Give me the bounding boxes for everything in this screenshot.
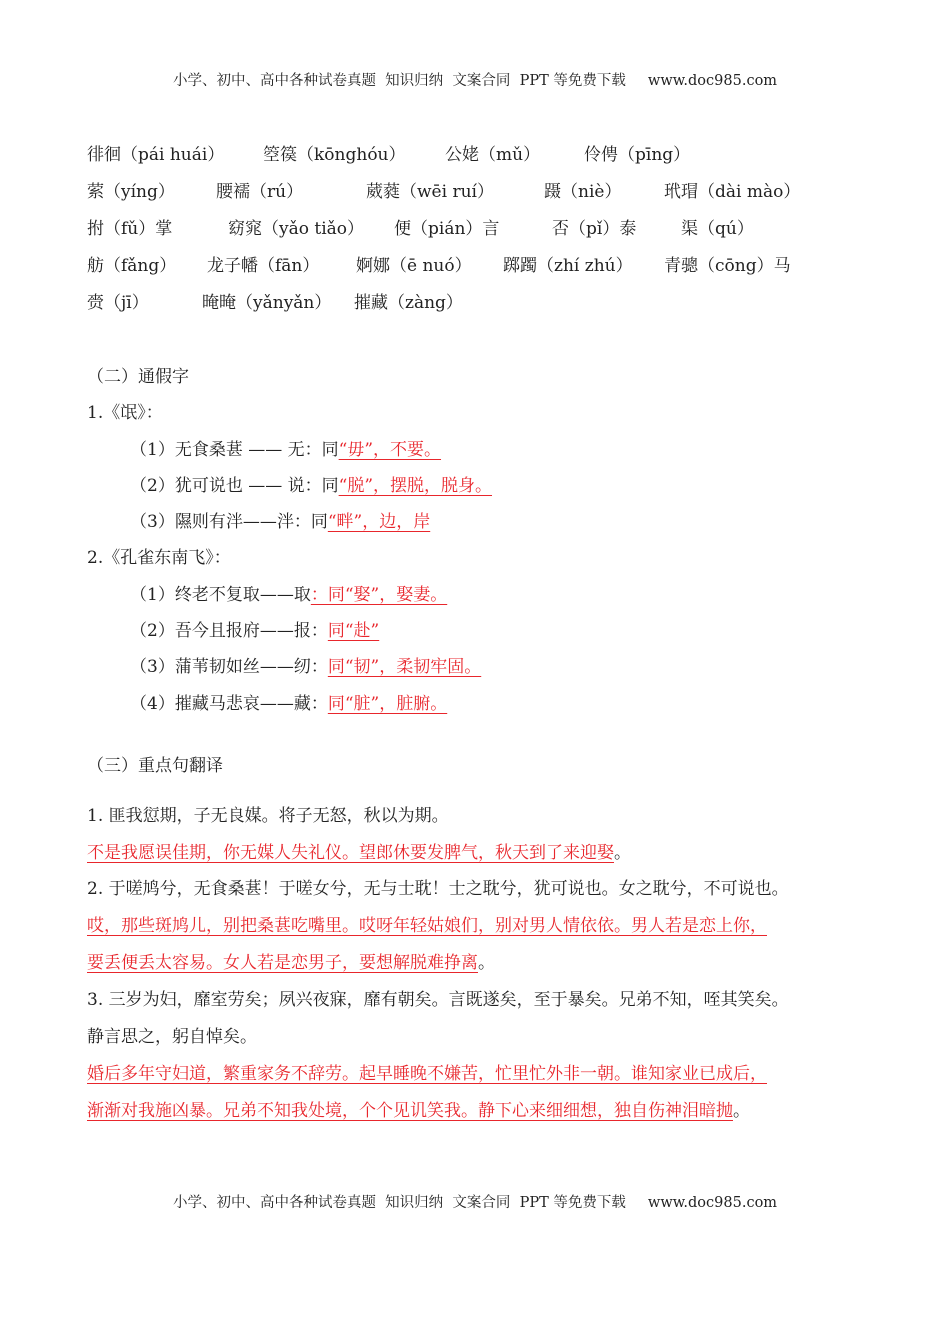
tongjia-item (130, 475, 492, 497)
tongjia-item (130, 584, 447, 606)
vocab-item: 箜篌（kōnghóu） (263, 145, 406, 165)
item-answer: 同“韧”，柔韧牢固。 (327, 657, 482, 677)
answer-text: 不是我愿误佳期，你无媒人失礼仪。望郎休要发脾气，秋天到了来迎娶 (87, 843, 614, 863)
source-sentence (87, 878, 789, 900)
vocab-item: 婀娜（ē nuó） (356, 256, 472, 276)
page-header (0, 69, 950, 90)
vocab-item: 徘徊（pái huái） (87, 145, 225, 165)
tongjia-item (130, 620, 379, 642)
header-text: 小学、初中、高中各种试卷真题 知识归纳 文案合同 PPT 等免费下载 (172, 73, 626, 89)
item-question: （1）无食桑葚 —— 无：同 (130, 440, 339, 460)
vocab-item: 伶俜（pīng） (584, 145, 691, 165)
vocab-item: 拊（fǔ）掌 (87, 219, 173, 239)
punctuation: 。 (733, 1101, 750, 1121)
translation-answer (87, 952, 495, 974)
section-heading: （二）通假字 (87, 367, 189, 387)
vocab-item: 赍（jī） (87, 293, 149, 313)
sentence-text: 2. 于嗟鸠兮，无食桑葚！于嗟女兮，无与士耽！士之耽兮，犹可说也。女之耽兮，不可说也。 (87, 879, 789, 899)
vocab-item: 青骢（cōng）马 (664, 256, 791, 276)
source-sentence (87, 989, 789, 1011)
vocab-item: 摧藏（zàng） (354, 293, 463, 313)
vocab-item: 蹑（niè） (544, 182, 622, 202)
vocab-item: 葳蕤（wēi ruí） (366, 182, 494, 202)
footer-url: www.doc985.com (647, 1195, 778, 1211)
answer-text: 婚后多年守妇道，繁重家务不辞劳。起早睡晚不嫌苦，忙里忙外非一朝。谁知家业已成后， (87, 1064, 767, 1084)
section-heading: （三）重点句翻译 (87, 756, 223, 776)
source-sentence (87, 1026, 257, 1048)
tongjia-item (130, 656, 481, 678)
vocab-item: 萦（yíng） (87, 182, 175, 202)
answer-text: 哎，那些斑鸠儿，别把桑葚吃嘴里。哎呀年轻姑娘们，别对男人情依依。男人若是恋上你， (87, 916, 767, 936)
translation-answer (87, 1063, 767, 1085)
answer-text: 要丢便丢太容易。女人若是恋男子，要想解脱难挣离 (87, 953, 478, 973)
item-answer: 同“赴” (327, 621, 380, 641)
item-answer: “畔”，边，岸 (327, 512, 431, 532)
tongjia-item (130, 439, 441, 461)
item-question: （4）摧藏马悲哀——藏： (130, 694, 328, 714)
vocab-item: 渠（qú） (681, 219, 754, 239)
vocab-item: 舫（fǎng） (87, 256, 177, 276)
punctuation: 。 (478, 953, 495, 973)
item-answer: “脱”，摆脱，脱身。 (338, 476, 493, 496)
group-title: 2.《孔雀东南飞》： (87, 548, 231, 568)
vocab-item: 踯躅（zhí zhú） (503, 256, 633, 276)
item-answer: ：同“娶”，娶妻。 (310, 585, 448, 605)
vocab-item: 便（pián）言 (394, 219, 500, 239)
sentence-text: 1. 匪我愆期，子无良媒。将子无怒，秋以为期。 (87, 806, 449, 826)
item-question: （3）隰则有泮——泮：同 (130, 512, 328, 532)
footer-text: 小学、初中、高中各种试卷真题 知识归纳 文案合同 PPT 等免费下载 (172, 1195, 626, 1211)
item-answer: “毋”，不要。 (338, 440, 442, 460)
vocab-item: 否（pǐ）泰 (552, 219, 637, 239)
vocab-item: 晻晻（yǎnyǎn） (202, 293, 332, 313)
group-title: 1.《氓》： (87, 403, 163, 423)
translation-answer (87, 842, 631, 864)
tongjia-item (130, 511, 430, 533)
item-answer: 同“脏”，脏腑。 (327, 694, 448, 714)
vocab-item: 窈窕（yǎo tiǎo） (228, 219, 365, 239)
item-question: （3）蒲苇韧如丝——纫： (130, 657, 328, 677)
item-question: （2）犹可说也 —— 说：同 (130, 476, 339, 496)
vocab-item: 公姥（mǔ） (445, 145, 541, 165)
punctuation: 。 (614, 843, 631, 863)
item-question: （2）吾今且报府——报： (130, 621, 328, 641)
item-question: （1）终老不复取——取 (130, 585, 311, 605)
translation-answer (87, 1100, 750, 1122)
vocab-item: 龙子幡（fān） (207, 256, 320, 276)
header-url: www.doc985.com (647, 73, 778, 89)
sentence-text: 3. 三岁为妇，靡室劳矣；夙兴夜寐，靡有朝矣。言既遂矣，至于暴矣。兄弟不知，咥其笑矣。 (87, 990, 789, 1010)
vocab-item: 腰襦（rú） (216, 182, 304, 202)
vocab-item: 玳瑁（dài mào） (664, 182, 801, 202)
page-footer (0, 1191, 950, 1212)
sentence-text: 静言思之，躬自悼矣。 (87, 1027, 257, 1047)
translation-answer (87, 915, 767, 937)
answer-text: 渐渐对我施凶暴。兄弟不知我处境，个个见讥笑我。静下心来细细想，独自伤神泪暗抛 (87, 1101, 733, 1121)
source-sentence (87, 805, 449, 827)
tongjia-item (130, 693, 447, 715)
